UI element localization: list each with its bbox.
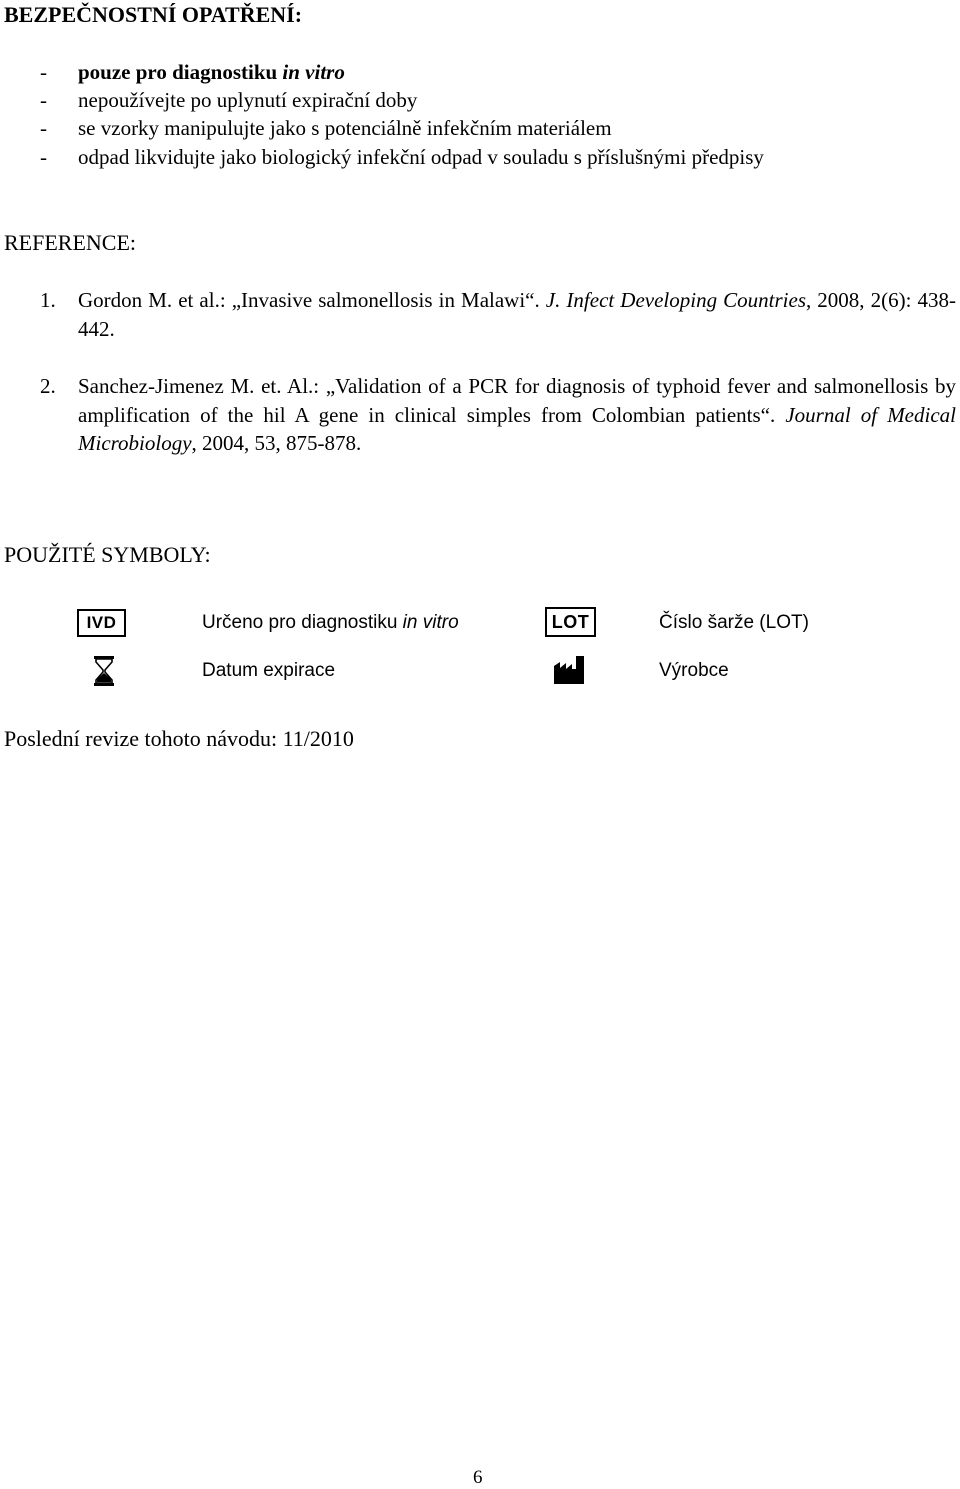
reference-text: Sanchez-Jimenez M. et. Al.: „Validation of a PCR for diagnosis of typhoid fever and salmonellosis by amplification of the hil A gene in clinical simples from Colombian patients“.: [78, 374, 956, 427]
ivd-description: [202, 612, 459, 634]
ivd-text-italic: in vitro: [402, 612, 459, 633]
references-title: REFERENCE:: [4, 230, 137, 255]
reference-2: [78, 372, 956, 458]
reference-journal: J. Infect Developing Countries: [545, 288, 806, 312]
reference-number: 1.: [40, 288, 56, 312]
reference-1: [78, 286, 956, 343]
ivd-symbol: IVD: [77, 609, 126, 637]
lot-description: Číslo šarže (LOT): [659, 612, 809, 633]
list-bullet: -: [40, 88, 47, 112]
ivd-text: Určeno pro diagnostiku: [202, 612, 403, 633]
reference-journal: Journal of Medical Microbiology: [78, 402, 956, 455]
hourglass-icon: [94, 656, 114, 691]
symbols-title: [4, 542, 211, 568]
manufacturer-description: Výrobce: [659, 660, 729, 681]
symbols-title-text: POUŽITÉ SYMBOLY: [4, 542, 205, 567]
page-number: 6: [473, 1467, 483, 1488]
lot-symbol: LOT: [545, 607, 596, 637]
list-bullet: -: [40, 60, 47, 84]
list-bullet: -: [40, 145, 47, 169]
list-bullet: -: [40, 116, 47, 140]
list-item: odpad likvidujte jako biologický infekční odpad v souladu s příslušnými předpisy: [78, 145, 764, 169]
reference-details: , 2004, 53, 875-878.: [191, 431, 362, 455]
safety-title: BEZPEČNOSTNÍ OPATŘENÍ:: [4, 2, 303, 27]
list-item: nepoužívejte po uplynutí expirační doby: [78, 88, 418, 112]
list-item-text: pouze pro diagnostiku: [78, 60, 283, 84]
reference-number: 2.: [40, 374, 56, 398]
symbols-title-colon: :: [204, 542, 211, 567]
expiry-description: Datum expirace: [202, 660, 336, 681]
reference-details: , 2008, 2(6): 438-442.: [78, 288, 956, 341]
list-item: [78, 58, 345, 86]
reference-text: Gordon M. et al.: „Invasive salmonellosis in Malawi“.: [78, 288, 546, 312]
list-item-italic: in vitro: [282, 60, 345, 84]
revision-note: Poslední revize tohoto návodu: 11/2010: [4, 726, 354, 751]
list-item: se vzorky manipulujte jako s potenciálně infekčním materiálem: [78, 116, 612, 140]
factory-icon: [554, 656, 584, 689]
